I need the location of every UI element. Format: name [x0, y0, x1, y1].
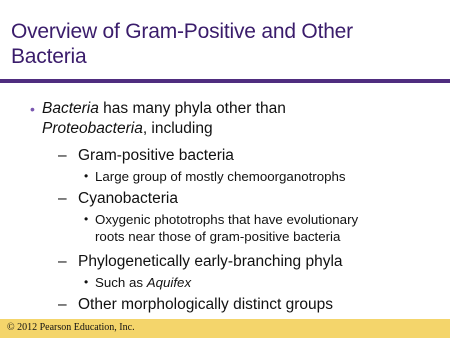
- dash-icon: –: [58, 147, 67, 164]
- detail-text: Such as: [95, 275, 147, 290]
- sub-item-early-branching: [58, 252, 438, 272]
- bullet-dot-icon: •: [84, 212, 89, 226]
- bullet-text-including: , including: [142, 120, 213, 137]
- sub-item-cyanobacteria: [58, 189, 438, 209]
- dash-icon: –: [58, 296, 67, 313]
- bullet-dot-icon: •: [30, 101, 35, 117]
- sub-item-other-groups: [58, 295, 438, 315]
- sub-item-label: Gram-positive bacteria: [78, 147, 234, 164]
- title-underline-rule: [0, 79, 450, 83]
- bullet-italic-bacteria: Bacteria: [42, 100, 99, 117]
- dash-icon: –: [58, 190, 67, 207]
- footer-bar: [0, 319, 450, 338]
- detail-gram-positive: [84, 168, 425, 185]
- sub-item-label: Cyanobacteria: [78, 190, 178, 207]
- detail-cyanobacteria: [84, 211, 425, 245]
- dash-icon: –: [58, 253, 67, 270]
- detail-italic-aquifex: Aquifex: [146, 275, 192, 290]
- copyright-text: © 2012 Pearson Education, Inc.: [7, 322, 135, 333]
- sub-item-label: Other morphologically distinct groups: [78, 296, 334, 313]
- detail-early-branching: [84, 274, 425, 291]
- detail-text-line1: Oxygenic phototrophs that have evolutionary: [95, 212, 359, 227]
- bullet-text: has many phyla other than: [98, 100, 286, 117]
- detail-text: Large group of mostly chemoorganotrophs: [95, 169, 346, 184]
- bullet-dot-icon: •: [84, 275, 89, 289]
- sub-item-label: Phylogenetically early-branching phyla: [78, 253, 343, 270]
- bullet-dot-icon: •: [84, 169, 89, 183]
- slide-title: Overview of Gram-Positive and Other Bacteria: [11, 20, 353, 68]
- bullet-main: [30, 99, 432, 139]
- bullet-italic-proteobacteria: Proteobacteria: [42, 120, 143, 137]
- detail-text-line2: roots near those of gram-positive bacteria: [95, 229, 341, 244]
- sub-item-gram-positive: [58, 146, 438, 166]
